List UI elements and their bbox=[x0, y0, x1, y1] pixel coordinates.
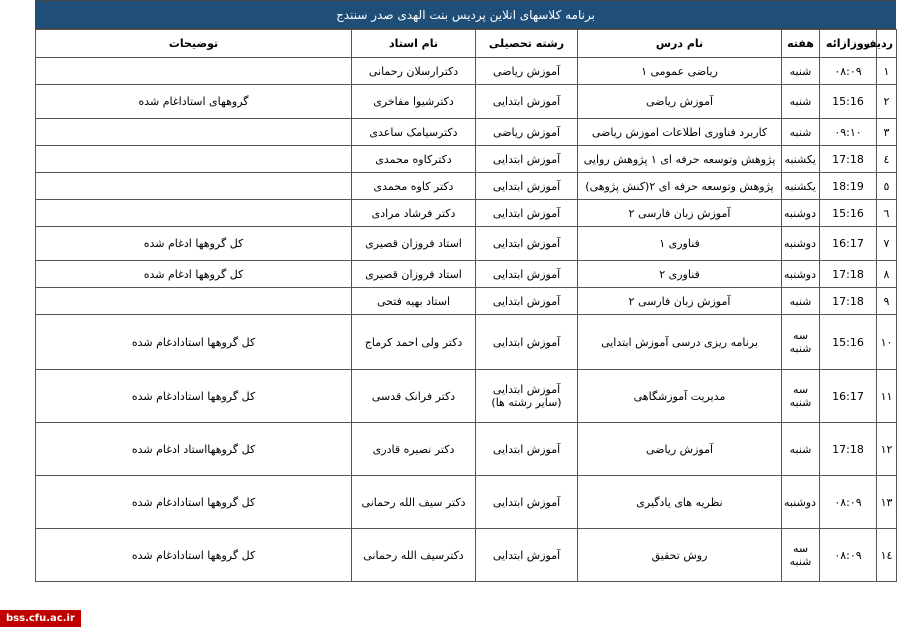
row-major: آموزش ابتدایی (سایر رشته ها) bbox=[476, 370, 578, 423]
table-row bbox=[36, 146, 897, 173]
row-major: آموزش ابتدایی bbox=[476, 476, 578, 529]
row-time: 15:16 bbox=[820, 200, 877, 227]
row-number: ٦ bbox=[877, 200, 897, 227]
header-major: رشته تحصیلی bbox=[476, 30, 578, 58]
row-number: ۷ bbox=[877, 227, 897, 261]
row-time: 17:18 bbox=[820, 261, 877, 288]
row-notes bbox=[36, 58, 352, 85]
row-number: ۳ bbox=[877, 119, 897, 146]
row-notes: کل گروهها ادغام شده bbox=[36, 227, 352, 261]
row-number: ٤ bbox=[877, 146, 897, 173]
row-day: دوشنبه bbox=[782, 476, 820, 529]
header-row-number: ردیف bbox=[877, 30, 897, 58]
row-instructor: دکترشیوا مفاخری bbox=[352, 85, 476, 119]
header-course: نام درس bbox=[578, 30, 782, 58]
row-course: آموزش زبان فارسی ۲ bbox=[578, 288, 782, 315]
row-notes bbox=[36, 146, 352, 173]
row-day: سه شنبه bbox=[782, 370, 820, 423]
row-notes: گروههای استاداغام شده bbox=[36, 85, 352, 119]
row-notes bbox=[36, 200, 352, 227]
row-major: آموزش ابتدایی bbox=[476, 227, 578, 261]
row-notes: کل گروهها استادادغام شده bbox=[36, 476, 352, 529]
row-number: ۸ bbox=[877, 261, 897, 288]
row-day: یکشنبه bbox=[782, 146, 820, 173]
row-time: ۰۸:۰۹ bbox=[820, 529, 877, 582]
table-row bbox=[36, 58, 897, 85]
row-number: ۱۱ bbox=[877, 370, 897, 423]
table-row bbox=[36, 423, 897, 476]
row-number: ۹ bbox=[877, 288, 897, 315]
row-course: فناوری ۲ bbox=[578, 261, 782, 288]
row-instructor: دکتر فرشاد مرادی bbox=[352, 200, 476, 227]
row-instructor: دکترسیامک ساعدی bbox=[352, 119, 476, 146]
row-number: ۱ bbox=[877, 58, 897, 85]
row-course: مدیریت آموزشگاهی bbox=[578, 370, 782, 423]
row-time: 15:16 bbox=[820, 85, 877, 119]
row-instructor: استاد فروزان قصیری bbox=[352, 261, 476, 288]
row-course: آموزش ریاضی bbox=[578, 85, 782, 119]
row-time: 15:16 bbox=[820, 315, 877, 370]
row-major: آموزش ابتدایی bbox=[476, 315, 578, 370]
row-instructor: دکتر فرانک قدسی bbox=[352, 370, 476, 423]
row-notes: کل گروههااستاد ادغام شده bbox=[36, 423, 352, 476]
row-number: ۱۰ bbox=[877, 315, 897, 370]
table-row bbox=[36, 476, 897, 529]
row-day: سه شنبه bbox=[782, 529, 820, 582]
row-major: آموزش ابتدایی bbox=[476, 288, 578, 315]
row-notes bbox=[36, 119, 352, 146]
row-instructor: استاد فروزان قصیری bbox=[352, 227, 476, 261]
row-time: ۰۹:۱۰ bbox=[820, 119, 877, 146]
row-notes bbox=[36, 288, 352, 315]
row-instructor: دکترسیف الله رحمانی bbox=[352, 529, 476, 582]
table-row bbox=[36, 261, 897, 288]
row-time: ۰۸:۰۹ bbox=[820, 58, 877, 85]
row-number: ۱۲ bbox=[877, 423, 897, 476]
row-number: ١٤ bbox=[877, 529, 897, 582]
table-row bbox=[36, 85, 897, 119]
row-time: 17:18 bbox=[820, 288, 877, 315]
row-course: نظریه های یادگیری bbox=[578, 476, 782, 529]
row-notes: کل گروهها استادادغام شده bbox=[36, 370, 352, 423]
row-time: 17:18 bbox=[820, 146, 877, 173]
schedule-table bbox=[35, 29, 897, 582]
row-course: ریاضی عمومی ۱ bbox=[578, 58, 782, 85]
row-time: 18:19 bbox=[820, 173, 877, 200]
row-course: فناوری ۱ bbox=[578, 227, 782, 261]
row-instructor: دکترکاوه محمدی bbox=[352, 146, 476, 173]
row-major: آموزش ابتدایی bbox=[476, 423, 578, 476]
table-row bbox=[36, 315, 897, 370]
row-major: آموزش ریاضی bbox=[476, 58, 578, 85]
row-number: ۲ bbox=[877, 85, 897, 119]
table-row bbox=[36, 529, 897, 582]
row-day: یکشنبه bbox=[782, 173, 820, 200]
row-day: شنبه bbox=[782, 119, 820, 146]
row-time: 17:18 bbox=[820, 423, 877, 476]
row-instructor: دکتر ولی احمد کرماج bbox=[352, 315, 476, 370]
row-instructor: دکتر سیف الله رحمانی bbox=[352, 476, 476, 529]
header-day: هفته bbox=[782, 30, 820, 58]
header-instructor: نام استاد bbox=[352, 30, 476, 58]
row-course: کاربرد فناوری اطلاعات اموزش ریاضی bbox=[578, 119, 782, 146]
row-day: شنبه bbox=[782, 423, 820, 476]
row-number: ۱۳ bbox=[877, 476, 897, 529]
row-day: سه شنبه bbox=[782, 315, 820, 370]
site-watermark: bss.cfu.ac.ir bbox=[0, 610, 81, 627]
row-time: 16:17 bbox=[820, 227, 877, 261]
header-row bbox=[36, 30, 897, 58]
row-day: شنبه bbox=[782, 85, 820, 119]
table-row bbox=[36, 370, 897, 423]
row-time: ۰۸:۰۹ bbox=[820, 476, 877, 529]
row-course: آموزش ریاضی bbox=[578, 423, 782, 476]
header-time: روزازائه bbox=[820, 30, 877, 58]
row-instructor: دکتر نصیره قادری bbox=[352, 423, 476, 476]
row-number: ٥ bbox=[877, 173, 897, 200]
row-notes: کل گروهها استادادغام شده bbox=[36, 315, 352, 370]
row-day: دوشنبه bbox=[782, 227, 820, 261]
row-course: پژوهش وتوسعه حرفه ای ۲(کنش پژوهی) bbox=[578, 173, 782, 200]
row-day: شنبه bbox=[782, 58, 820, 85]
row-major: آموزش ابتدایی bbox=[476, 146, 578, 173]
table-row bbox=[36, 173, 897, 200]
row-major: آموزش ریاضی bbox=[476, 119, 578, 146]
row-course: آموزش زبان فارسی ۲ bbox=[578, 200, 782, 227]
row-notes bbox=[36, 173, 352, 200]
row-instructor: دکترارسلان رحمانی bbox=[352, 58, 476, 85]
header-notes: توضیحات bbox=[36, 30, 352, 58]
row-major: آموزش ابتدایی bbox=[476, 261, 578, 288]
table-row bbox=[36, 227, 897, 261]
row-course: برنامه ریزی درسی آموزش ابتدایی bbox=[578, 315, 782, 370]
row-day: دوشنبه bbox=[782, 200, 820, 227]
row-day: شنبه bbox=[782, 288, 820, 315]
row-course: پژوهش وتوسعه حرفه ای ۱ پژوهش روایی bbox=[578, 146, 782, 173]
table-row bbox=[36, 288, 897, 315]
schedule-title: برنامه کلاسهای انلاین پردیس بنت الهدی صدر سنندج bbox=[35, 0, 896, 29]
table-row bbox=[36, 200, 897, 227]
table-row bbox=[36, 119, 897, 146]
row-time: 16:17 bbox=[820, 370, 877, 423]
row-instructor: دکتر کاوه محمدی bbox=[352, 173, 476, 200]
row-major: آموزش ابتدایی bbox=[476, 200, 578, 227]
row-major: آموزش ابتدایی bbox=[476, 173, 578, 200]
row-notes: کل گروهها ادغام شده bbox=[36, 261, 352, 288]
row-major: آموزش ابتدایی bbox=[476, 85, 578, 119]
row-day: دوشنبه bbox=[782, 261, 820, 288]
row-major: آموزش ابتدایی bbox=[476, 529, 578, 582]
row-course: روش تحقیق bbox=[578, 529, 782, 582]
row-notes: کل گروهها استادادغام شده bbox=[36, 529, 352, 582]
row-instructor: استاد بهیه فتحی bbox=[352, 288, 476, 315]
